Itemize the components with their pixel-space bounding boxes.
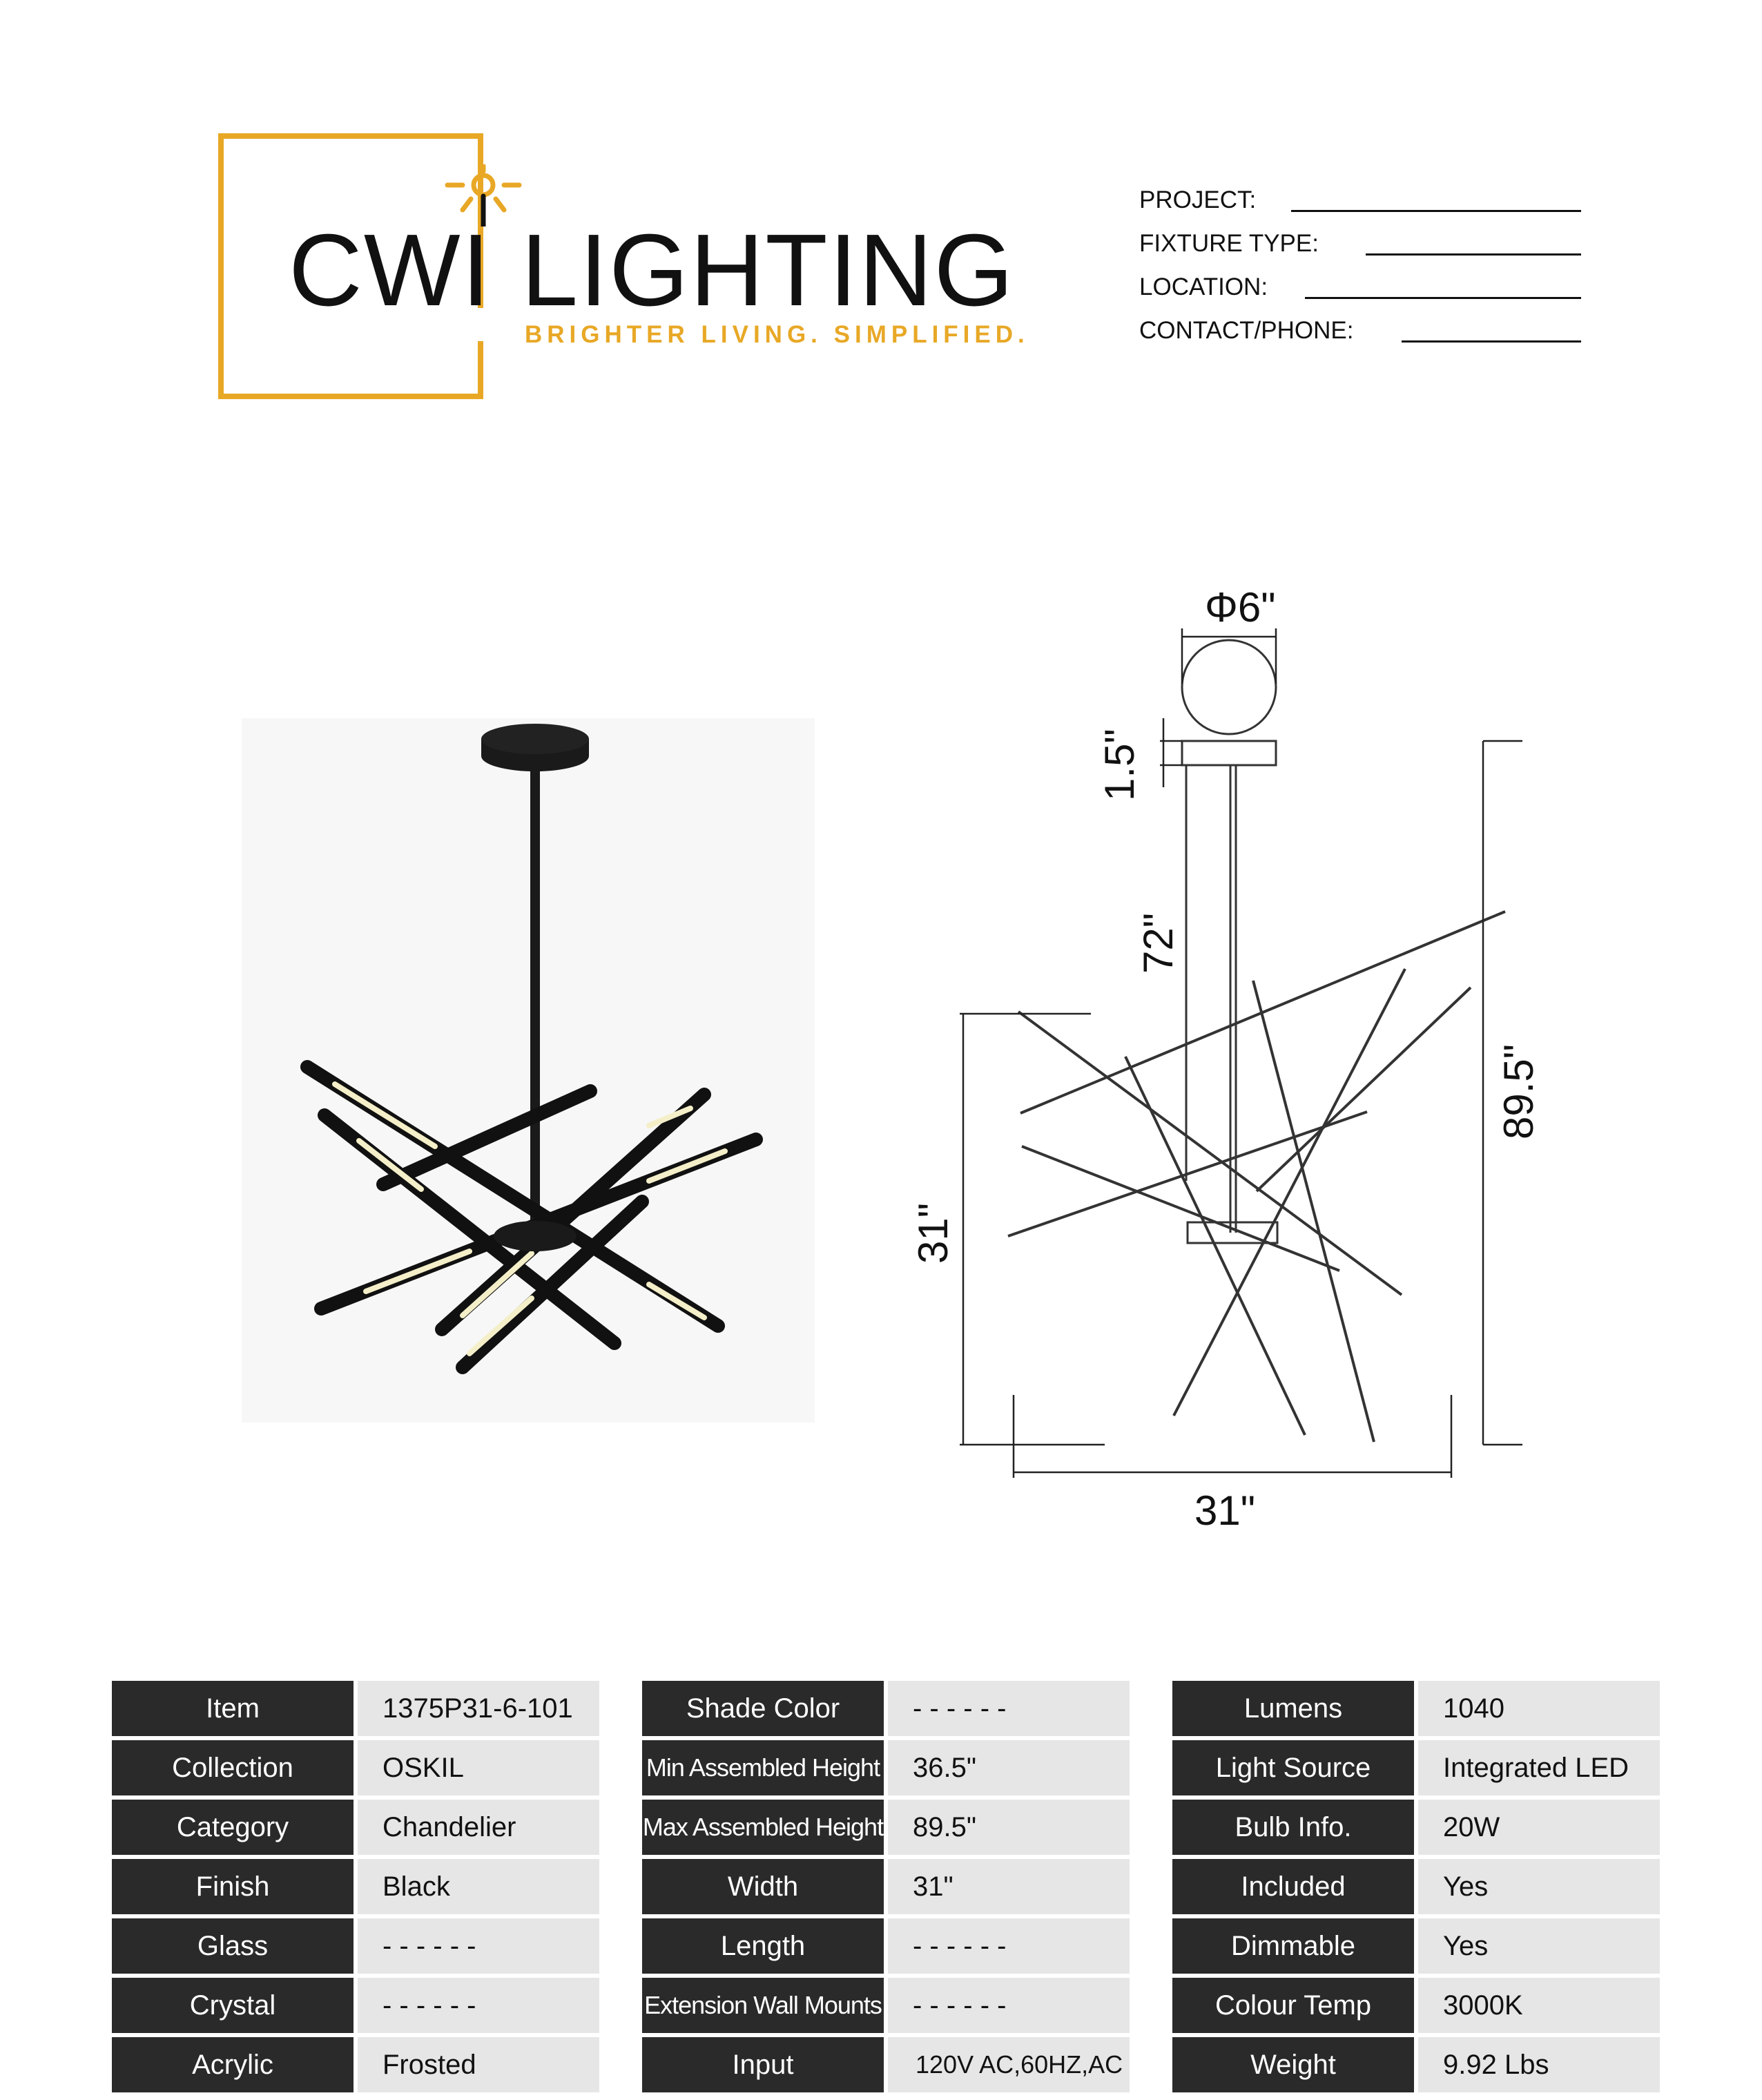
spec-key: Min Assembled Height xyxy=(642,1740,888,1795)
spec-value: Yes xyxy=(1418,1918,1660,1974)
spec-value: - - - - - - xyxy=(888,1681,1130,1736)
spec-value: Frosted xyxy=(358,2037,599,2092)
contact-phone-label: CONTACT/PHONE: xyxy=(1139,317,1354,344)
location-field[interactable] xyxy=(1305,297,1581,299)
spec-key: Finish xyxy=(112,1859,358,1914)
brand-tagline: BRIGHTER LIVING. SIMPLIFIED. xyxy=(525,321,1029,348)
table-row xyxy=(642,1918,1130,1974)
spec-key: Category xyxy=(112,1800,358,1855)
table-row xyxy=(1172,1800,1660,1855)
spec-key: Bulb Info. xyxy=(1172,1800,1418,1855)
spec-value: - - - - - - xyxy=(888,1918,1130,1974)
spec-key: Weight xyxy=(1172,2037,1418,2092)
product-photo xyxy=(242,718,815,1423)
contact-phone-field[interactable] xyxy=(1402,340,1581,343)
table-row xyxy=(1172,1918,1660,1974)
spec-value: 120V AC,60HZ,AC xyxy=(888,2037,1130,2092)
spec-value: - - - - - - xyxy=(358,1978,599,2033)
spec-table-general xyxy=(112,1677,599,2097)
table-row xyxy=(1172,2037,1660,2092)
spec-value: 89.5" xyxy=(888,1800,1130,1855)
table-row xyxy=(112,1978,599,2033)
spec-value: OSKIL xyxy=(358,1740,599,1795)
table-row xyxy=(642,1859,1130,1914)
table-row xyxy=(112,1918,599,1974)
project-field[interactable] xyxy=(1291,210,1581,212)
spec-key: Dimmable xyxy=(1172,1918,1418,1974)
spec-value: Black xyxy=(358,1859,599,1914)
spec-key: Glass xyxy=(112,1918,358,1974)
project-form xyxy=(1139,185,1581,359)
table-row xyxy=(642,2037,1130,2092)
dimension-drawing xyxy=(898,573,1574,1540)
spec-value: Chandelier xyxy=(358,1800,599,1855)
spec-key: Lumens xyxy=(1172,1681,1418,1736)
form-row-contact xyxy=(1139,316,1581,359)
spec-value: - - - - - - xyxy=(888,1978,1130,2033)
spec-value: Integrated LED xyxy=(1418,1740,1660,1795)
spec-key: Collection xyxy=(112,1740,358,1795)
spec-key: Light Source xyxy=(1172,1740,1418,1795)
table-row xyxy=(112,1740,599,1795)
spec-key: Width xyxy=(642,1859,888,1914)
brand-name: CWI LIGHTING xyxy=(289,213,1015,327)
spec-value: 1375P31-6-101 xyxy=(358,1681,599,1736)
project-label: PROJECT: xyxy=(1139,186,1257,213)
table-row xyxy=(112,2037,599,2092)
spec-value: 1040 xyxy=(1418,1681,1660,1736)
table-row xyxy=(1172,1859,1660,1914)
table-row xyxy=(642,1800,1130,1855)
spec-key: Max Assembled Height xyxy=(642,1800,888,1855)
dim-rod-length: 72" xyxy=(1135,912,1181,974)
spec-key: Length xyxy=(642,1918,888,1974)
spec-value: - - - - - - xyxy=(358,1918,599,1974)
table-row xyxy=(112,1800,599,1855)
spec-key: Extension Wall Mounts xyxy=(642,1978,888,2033)
spec-key: Colour Temp xyxy=(1172,1978,1418,2033)
spec-key: Input xyxy=(642,2037,888,2092)
table-row xyxy=(1172,1978,1660,2033)
fixture-type-label: FIXTURE TYPE: xyxy=(1139,230,1319,257)
spec-table-dimensions xyxy=(642,1677,1130,2097)
spec-table-electrical xyxy=(1172,1677,1660,2097)
form-row-fixture-type xyxy=(1139,229,1581,272)
form-row-project xyxy=(1139,185,1581,229)
spec-value: 20W xyxy=(1418,1800,1660,1855)
table-row xyxy=(1172,1681,1660,1736)
location-label: LOCATION: xyxy=(1139,273,1268,300)
dim-canopy-height: 1.5" xyxy=(1096,729,1143,801)
table-row xyxy=(642,1681,1130,1736)
form-row-location xyxy=(1139,272,1581,316)
dim-fixture-height: 31" xyxy=(910,1202,956,1264)
table-row xyxy=(112,1859,599,1914)
spec-key: Acrylic xyxy=(112,2037,358,2092)
table-row xyxy=(1172,1740,1660,1795)
spec-value: 9.92 Lbs xyxy=(1418,2037,1660,2092)
dim-width: 31" xyxy=(1194,1487,1256,1534)
spec-key: Included xyxy=(1172,1859,1418,1914)
table-row xyxy=(112,1681,599,1736)
spec-key: Item xyxy=(112,1681,358,1736)
spec-value: 36.5" xyxy=(888,1740,1130,1795)
fixture-type-field[interactable] xyxy=(1366,253,1581,256)
spec-value: 31" xyxy=(888,1859,1130,1914)
table-row xyxy=(642,1978,1130,2033)
spec-value: Yes xyxy=(1418,1859,1660,1914)
spec-key: Shade Color xyxy=(642,1681,888,1736)
spec-key: Crystal xyxy=(112,1978,358,2033)
dim-overall-height: 89.5" xyxy=(1495,1043,1542,1139)
dim-canopy-diameter: Φ6" xyxy=(1205,584,1276,630)
table-row xyxy=(642,1740,1130,1795)
spec-value: 3000K xyxy=(1418,1978,1660,2033)
